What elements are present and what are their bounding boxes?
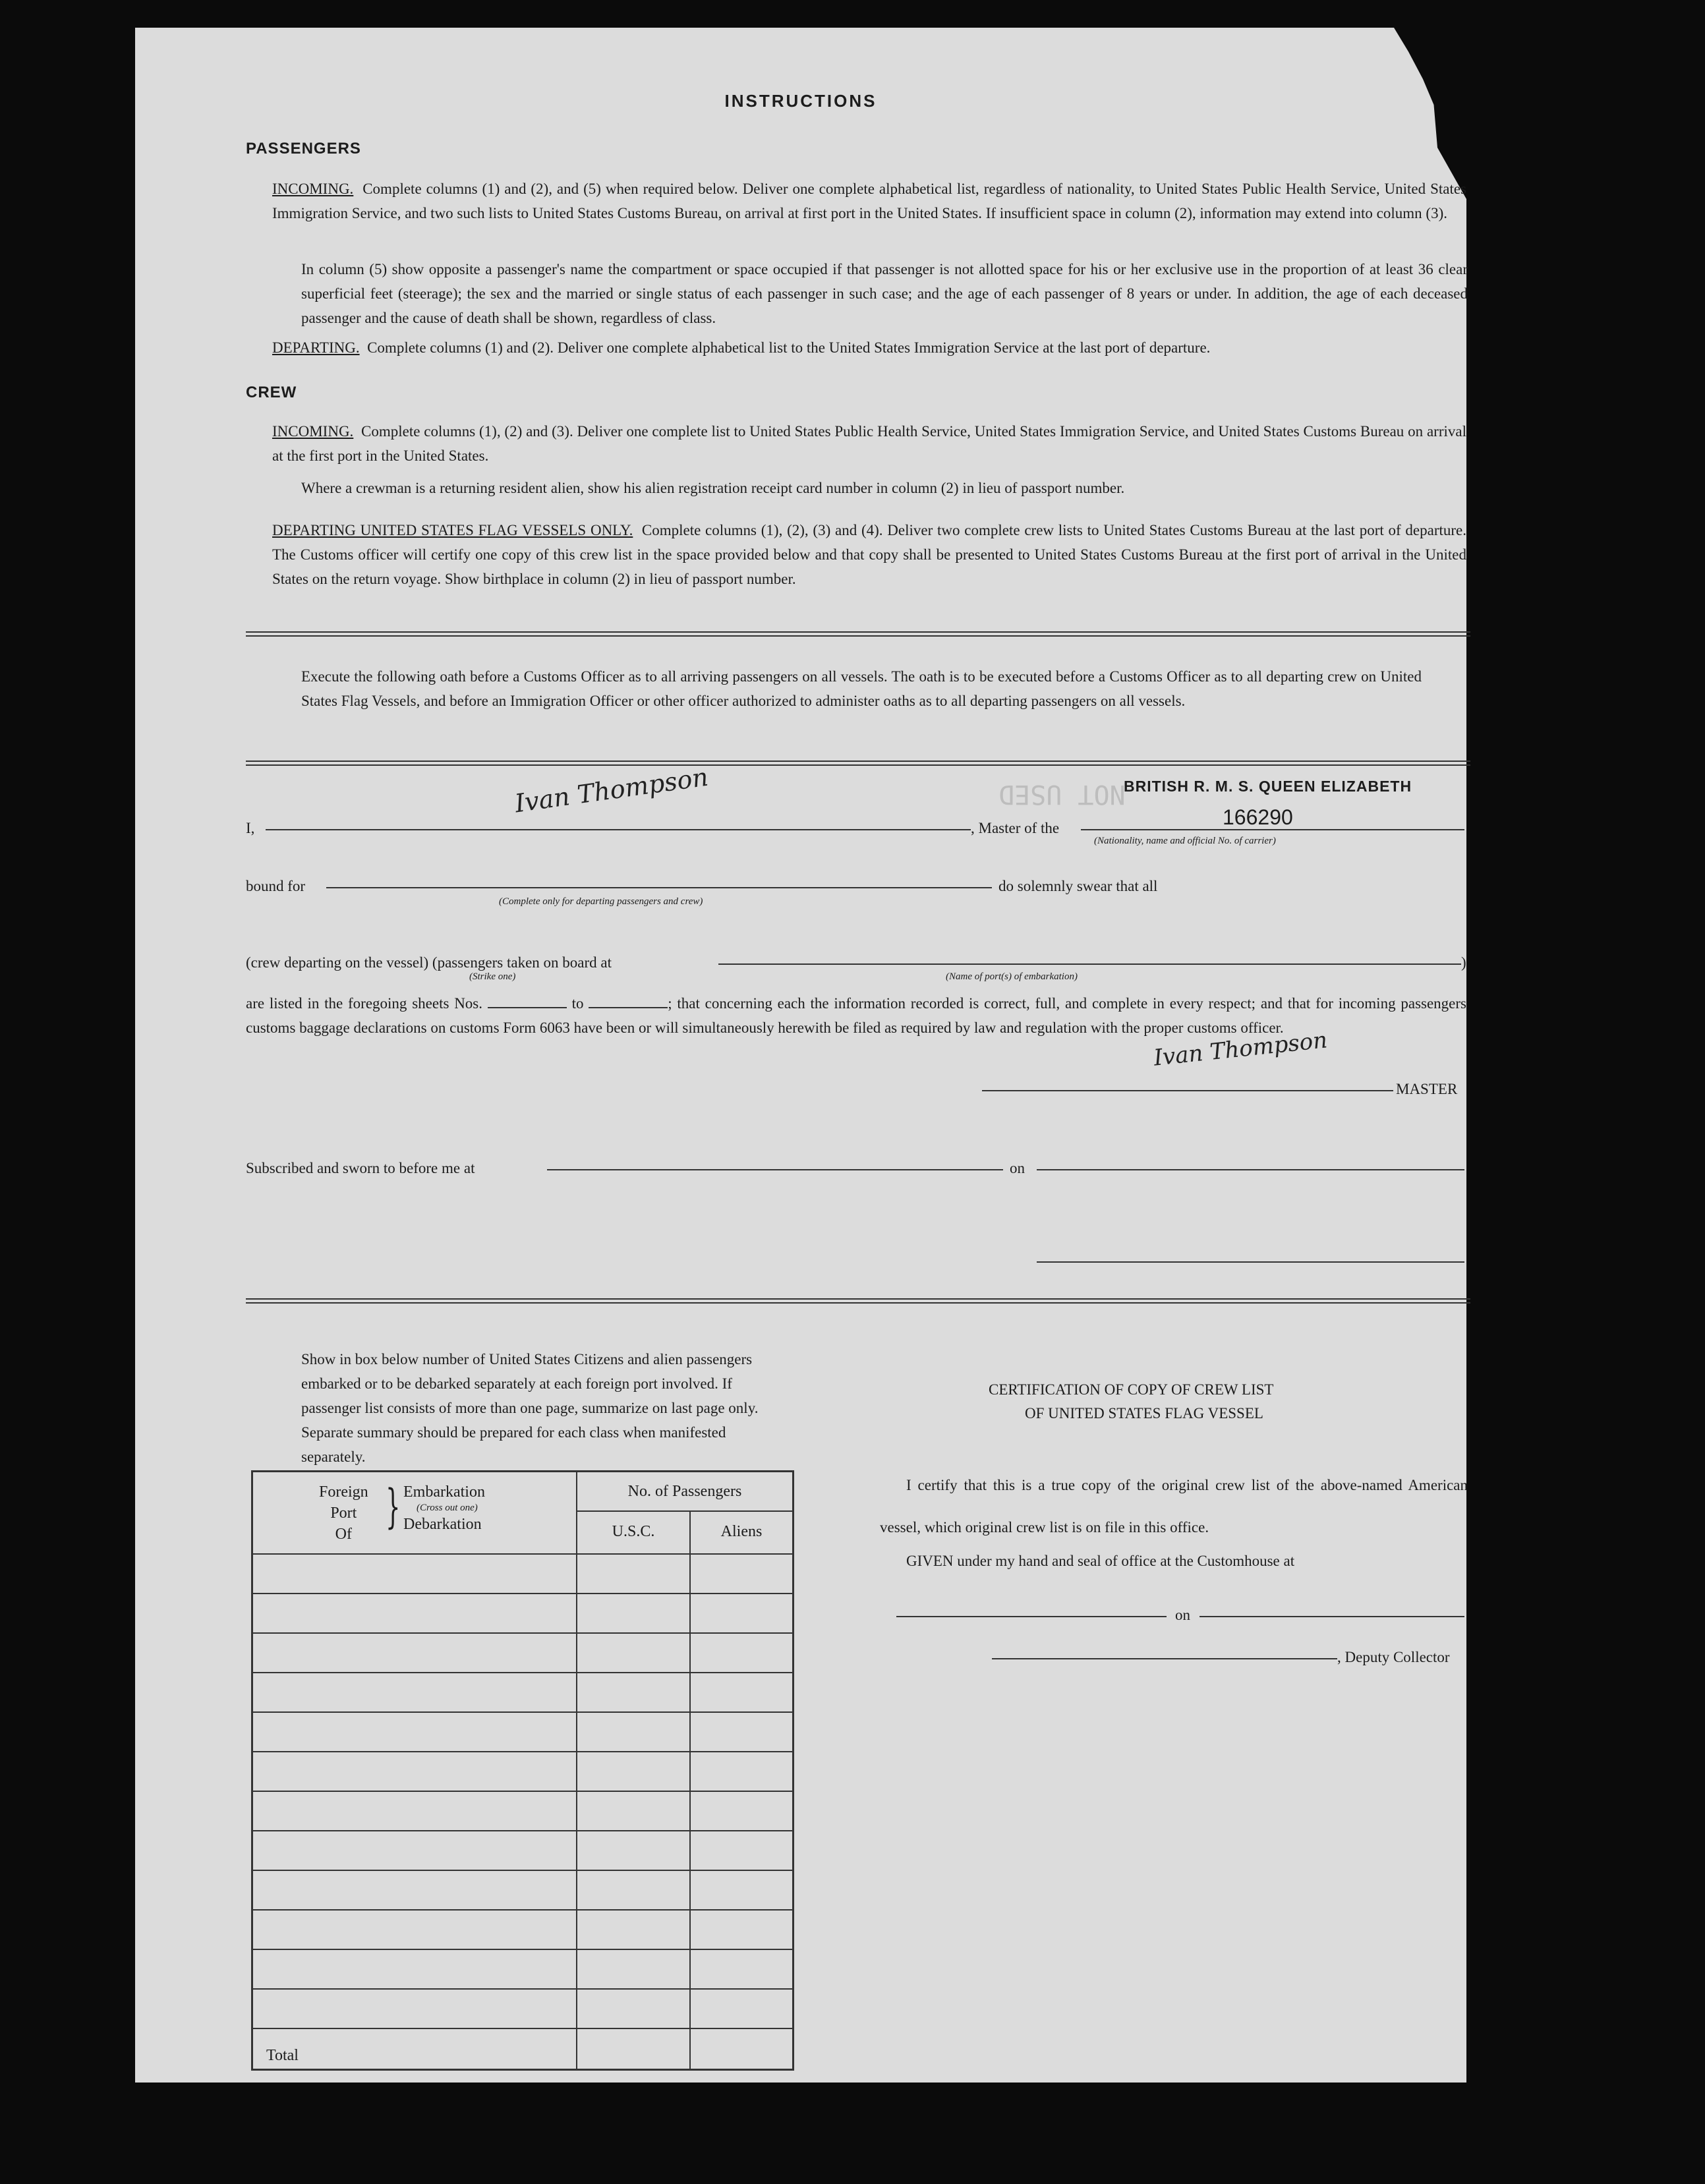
listed-text-to: to	[571, 995, 584, 1012]
sworn-place-field[interactable]	[547, 1169, 1003, 1170]
sworn-date-field[interactable]	[1037, 1169, 1464, 1170]
port-header-line1: Foreign	[319, 1483, 368, 1501]
sworn-on-label: on	[1010, 1160, 1025, 1176]
certification-on-label: on	[1175, 1607, 1190, 1623]
aliens-cell[interactable]	[690, 1949, 794, 1989]
summary-row	[252, 1712, 794, 1752]
certification-text-1: I certify that this is a true copy of the original crew list of the above-named American vessel, which original crew list is on file in this office.	[880, 1477, 1468, 1536]
passengers-header-cell	[577, 1472, 794, 1555]
listed-text-a: are listed in the foregoing sheets Nos.	[246, 995, 483, 1012]
page-title: INSTRUCTIONS	[724, 91, 877, 111]
master-label: MASTER	[1396, 1081, 1458, 1097]
crew-departing-text: Complete columns (1), (2), (3) and (4). Deliver two complete crew lists to United States Customs Bureau at the last port of departure. The Customs officer will certify one copy of this crew list in the space provided below and that copy shall be presented to United States Customs Bureau at the first port of arrival in the United States on the return voyage. Show birthplace in column (2) in lieu of passport number.	[272, 522, 1467, 587]
usc-cell[interactable]	[577, 1831, 690, 1870]
certification-title-1: CERTIFICATION OF COPY OF CREW LIST	[989, 1381, 1274, 1398]
aliens-cell[interactable]	[690, 1633, 794, 1673]
strike-caption: (Strike one)	[469, 971, 516, 982]
crew-heading: CREW	[246, 384, 297, 401]
aliens-cell[interactable]	[690, 1870, 794, 1910]
total-label-cell	[252, 2028, 577, 2069]
summary-row	[252, 1831, 794, 1870]
master-of-label: , Master of the	[971, 820, 1060, 836]
vessel-name-text: BRITISH R. M. S. QUEEN ELIZABETH	[1124, 778, 1412, 795]
summary-row	[252, 1752, 794, 1791]
sheet-to-field[interactable]	[589, 992, 668, 1008]
aliens-cell[interactable]	[690, 1791, 794, 1831]
passengers-incoming-paragraph	[272, 177, 1466, 225]
certification-date-field[interactable]	[1199, 1616, 1464, 1617]
usc-cell[interactable]	[577, 1594, 690, 1633]
bound-for-field[interactable]	[326, 887, 992, 888]
port-cell[interactable]	[252, 1870, 577, 1910]
master-signature-2: Ivan Thompson	[1152, 1027, 1329, 1072]
customhouse-field[interactable]	[896, 1616, 1167, 1617]
master-name-field[interactable]	[266, 829, 971, 830]
port-cell[interactable]	[252, 1752, 577, 1791]
port-header-line2: Port	[330, 1505, 357, 1522]
bound-for-caption: (Complete only for departing passengers and crew)	[499, 896, 703, 907]
brace-icon: }	[386, 1480, 401, 1534]
aliens-cell[interactable]	[690, 1594, 794, 1633]
section-divider	[246, 631, 1470, 637]
usc-cell[interactable]	[577, 1712, 690, 1752]
oath-i-label: I,	[246, 820, 255, 836]
aliens-cell[interactable]	[690, 1673, 794, 1712]
port-cell[interactable]	[252, 1910, 577, 1949]
usc-cell[interactable]	[577, 1989, 690, 2028]
passengers-departing-label: DEPARTING.	[272, 339, 360, 356]
swear-text: do solemnly swear that all	[998, 878, 1158, 894]
crew-departing-paragraph	[272, 518, 1466, 591]
crew-departing-label: DEPARTING UNITED STATES FLAG VESSELS ONLY.	[272, 522, 633, 538]
crew-resident-paragraph: Where a crewman is a returning resident alien, show his alien registration receipt card number in column (2) in lieu of passport number.	[301, 480, 1125, 496]
oath-intro-paragraph: Execute the following oath before a Customs Officer as to all arriving passengers on all vessels. The oath is to be executed before a Customs Officer as to all departing crew on United States Flag Vessels, and before an Immigration Officer or other officer authorized to administer oaths as to all departing passengers on all vessels.	[301, 668, 1422, 709]
port-cell[interactable]	[252, 1712, 577, 1752]
aliens-cell[interactable]	[690, 1712, 794, 1752]
aliens-cell[interactable]	[690, 1831, 794, 1870]
certification-text-2: GIVEN under my hand and seal of office at the Customhouse at	[906, 1553, 1295, 1569]
listed-text-b: ; that concerning each the information recorded is correct, full, and complete in every respect; and that for incoming passengers customs baggage declarations on customs Form 6063 have been or will simultaneously herewith be filed as required by law and regulation with the proper customs officer.	[246, 995, 1466, 1036]
aliens-total-cell[interactable]	[690, 2028, 794, 2069]
usc-total-cell[interactable]	[577, 2028, 690, 2069]
certification-title-2: OF UNITED STATES FLAG VESSEL	[1025, 1405, 1263, 1422]
passengers-heading: PASSENGERS	[246, 140, 361, 158]
port-cell[interactable]	[252, 1831, 577, 1870]
usc-cell[interactable]	[577, 1554, 690, 1594]
passengers-departing-text: Complete columns (1) and (2). Deliver one complete alphabetical list to the United States Immigration Service at the last port of departure.	[367, 339, 1211, 356]
summary-instructions: Show in box below number of United States Citizens and alien passengers embarked or to be debarked separately at each foreign port involved. If passenger list consists of more than one page, summarize on last page only. Separate summary should be prepared for each class when manifested separately.	[301, 1351, 759, 1465]
summary-total-row	[252, 2028, 794, 2069]
officer-signature-field[interactable]	[1037, 1261, 1464, 1263]
aliens-cell[interactable]	[690, 1989, 794, 2028]
document-page	[135, 28, 1466, 2083]
crew-incoming-label: INCOMING.	[272, 423, 354, 440]
crew-incoming-paragraph	[272, 419, 1466, 468]
passenger-summary-table	[251, 1470, 794, 2071]
usc-cell[interactable]	[577, 1633, 690, 1673]
bound-for-label: bound for	[246, 878, 306, 894]
passengers-incoming-text: Complete columns (1) and (2), and (5) when required below. Deliver one complete alphabetical list, regardless of nationality, to United States Public Health Service, United States Immigration Service, and two such lists to United States Customs Bureau, on arrival at first port in the United States. If insufficient space in column (2), information may extend into column (3).	[272, 181, 1467, 221]
summary-row	[252, 1673, 794, 1712]
section-divider	[246, 761, 1470, 766]
summary-row	[252, 1633, 794, 1673]
usc-cell[interactable]	[577, 1949, 690, 1989]
total-label: Total	[266, 2046, 299, 2064]
summary-row	[252, 1989, 794, 2028]
bleed-through-text: NOT USED	[998, 779, 1126, 809]
deputy-collector-label: , Deputy Collector	[1337, 1649, 1450, 1665]
passengers-departing-paragraph	[272, 335, 1466, 360]
usc-cell[interactable]	[577, 1752, 690, 1791]
port-cell[interactable]	[252, 1633, 577, 1673]
cross-out-caption: (Cross out one)	[417, 1503, 478, 1513]
sheet-from-field[interactable]	[488, 992, 567, 1008]
torn-corner	[1394, 28, 1466, 199]
ports-caption: (Name of port(s) of embarkation)	[946, 971, 1078, 982]
passengers-incoming-label: INCOMING.	[272, 181, 354, 197]
embarkation-header: Embarkation	[403, 1483, 485, 1501]
master-signature-field[interactable]	[982, 1090, 1393, 1091]
summary-row	[252, 1910, 794, 1949]
section-divider	[246, 1298, 1470, 1304]
aliens-cell[interactable]	[690, 1910, 794, 1949]
official-number-text: 166290	[1223, 805, 1293, 829]
usc-header: U.S.C.	[577, 1512, 691, 1553]
port-header-cell	[252, 1472, 577, 1555]
usc-cell[interactable]	[577, 1673, 690, 1712]
summary-row	[252, 1949, 794, 1989]
usc-cell[interactable]	[577, 1791, 690, 1831]
crew-departing-oath-label: (crew departing on the vessel) (passengers taken on board at	[246, 954, 612, 971]
summary-row	[252, 1594, 794, 1633]
aliens-cell[interactable]	[690, 1554, 794, 1594]
passengers-column5-paragraph: In column (5) show opposite a passenger's name the compartment or space occupied if that passenger is not allotted space for his or her exclusive use in the proportion of at least 36 clear superficial feet (steerage); the sex and the married or single status of each passenger in such case; and the age of each passenger of 8 years or under. In addition, the age of each deceased passenger and the cause of death shall be shown, regardless of class.	[301, 261, 1468, 326]
deputy-collector-field[interactable]	[992, 1658, 1337, 1659]
master-signature: Ivan Thompson	[513, 762, 710, 819]
port-cell[interactable]	[252, 1949, 577, 1989]
usc-cell[interactable]	[577, 1870, 690, 1910]
crew-incoming-text: Complete columns (1), (2) and (3). Deliver one complete list to United States Public Health Service, United States Immigration Service, and United States Customs Bureau on arrival at the first port in the United States.	[272, 423, 1466, 464]
closing-paren: )	[1461, 954, 1466, 971]
vessel-caption: (Nationality, name and official No. of carrier)	[1094, 836, 1276, 846]
summary-row	[252, 1791, 794, 1831]
port-cell[interactable]	[252, 1989, 577, 2028]
port-cell[interactable]	[252, 1554, 577, 1594]
subscribed-label: Subscribed and sworn to before me at	[246, 1160, 475, 1176]
usc-cell[interactable]	[577, 1910, 690, 1949]
debarkation-header: Debarkation	[403, 1516, 482, 1533]
port-cell[interactable]	[252, 1594, 577, 1633]
summary-row	[252, 1554, 794, 1594]
passengers-header: No. of Passengers	[577, 1472, 792, 1512]
port-cell[interactable]	[252, 1673, 577, 1712]
port-header-line3: Of	[335, 1526, 352, 1543]
aliens-header: Aliens	[720, 1523, 763, 1540]
aliens-cell[interactable]	[690, 1752, 794, 1791]
port-cell[interactable]	[252, 1791, 577, 1831]
summary-row	[252, 1870, 794, 1910]
embarkation-ports-field[interactable]	[718, 963, 1461, 965]
